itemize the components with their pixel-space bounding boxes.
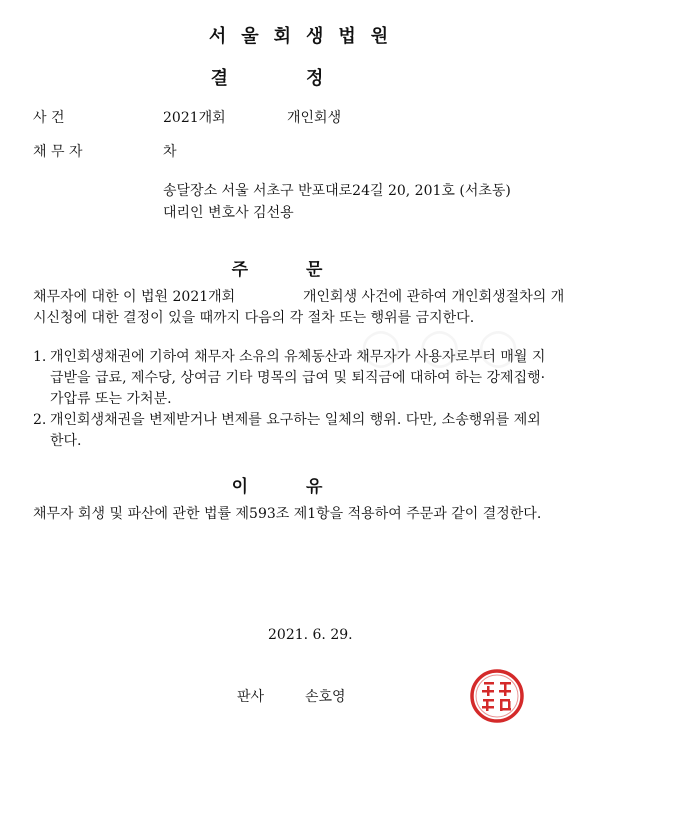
order-intro-line1-b: 개인회생 사건에 관하여 개인회생절차의 개 xyxy=(303,289,565,305)
case-label: 사 건 xyxy=(33,110,65,126)
debtor-name: 차 xyxy=(163,144,177,160)
order-item-1-number: 1. xyxy=(33,349,47,365)
order-item-2-number: 2. xyxy=(33,412,47,428)
debtor-label: 채 무 자 xyxy=(33,144,83,160)
order-item-2-line2: 한다. xyxy=(50,433,82,449)
order-heading: 주문 xyxy=(231,260,381,280)
court-name: 서울회생법원 xyxy=(208,26,404,47)
order-item-1-line3: 가압류 또는 가처분. xyxy=(50,391,172,407)
order-intro-line2: 시신청에 대한 결정이 있을 때까지 다음의 각 절차 또는 행위를 금지한다. xyxy=(33,310,475,326)
order-item-1-line2: 급받을 급료, 제수당, 상여금 기타 명목의 급여 및 퇴직금에 대하여 하는 강제집행· xyxy=(50,370,546,386)
judge-seal xyxy=(469,668,525,724)
case-number: 2021개회 xyxy=(163,110,226,126)
reason-heading: 이유 xyxy=(231,477,381,497)
order-intro-line1-a: 채무자에 대한 이 법원 2021개회 xyxy=(33,289,236,305)
judge-name: 손호영 xyxy=(305,689,346,705)
judge-title: 판사 xyxy=(237,689,265,705)
debtor-agent: 대리인 변호사 김선용 xyxy=(163,205,294,221)
document-type-title: 결정 xyxy=(210,68,402,89)
order-item-2-line1: 개인회생채권을 변제받거나 변제를 요구하는 일체의 행위. 다만, 소송행위를 제외 xyxy=(50,412,541,428)
decision-date: 2021. 6. 29. xyxy=(268,627,353,643)
reason-text: 채무자 회생 및 파산에 관한 법률 제593조 제1항을 적용하여 주문과 같이 결정한다. xyxy=(33,506,542,522)
case-type: 개인회생 xyxy=(287,110,342,126)
debtor-address: 송달장소 서울 서초구 반포대로24길 20, 201호 (서초동) xyxy=(163,183,511,199)
order-item-1-line1: 개인회생채권에 기하여 채무자 소유의 유체동산과 채무자가 사용자로부터 매월 지 xyxy=(50,349,546,365)
